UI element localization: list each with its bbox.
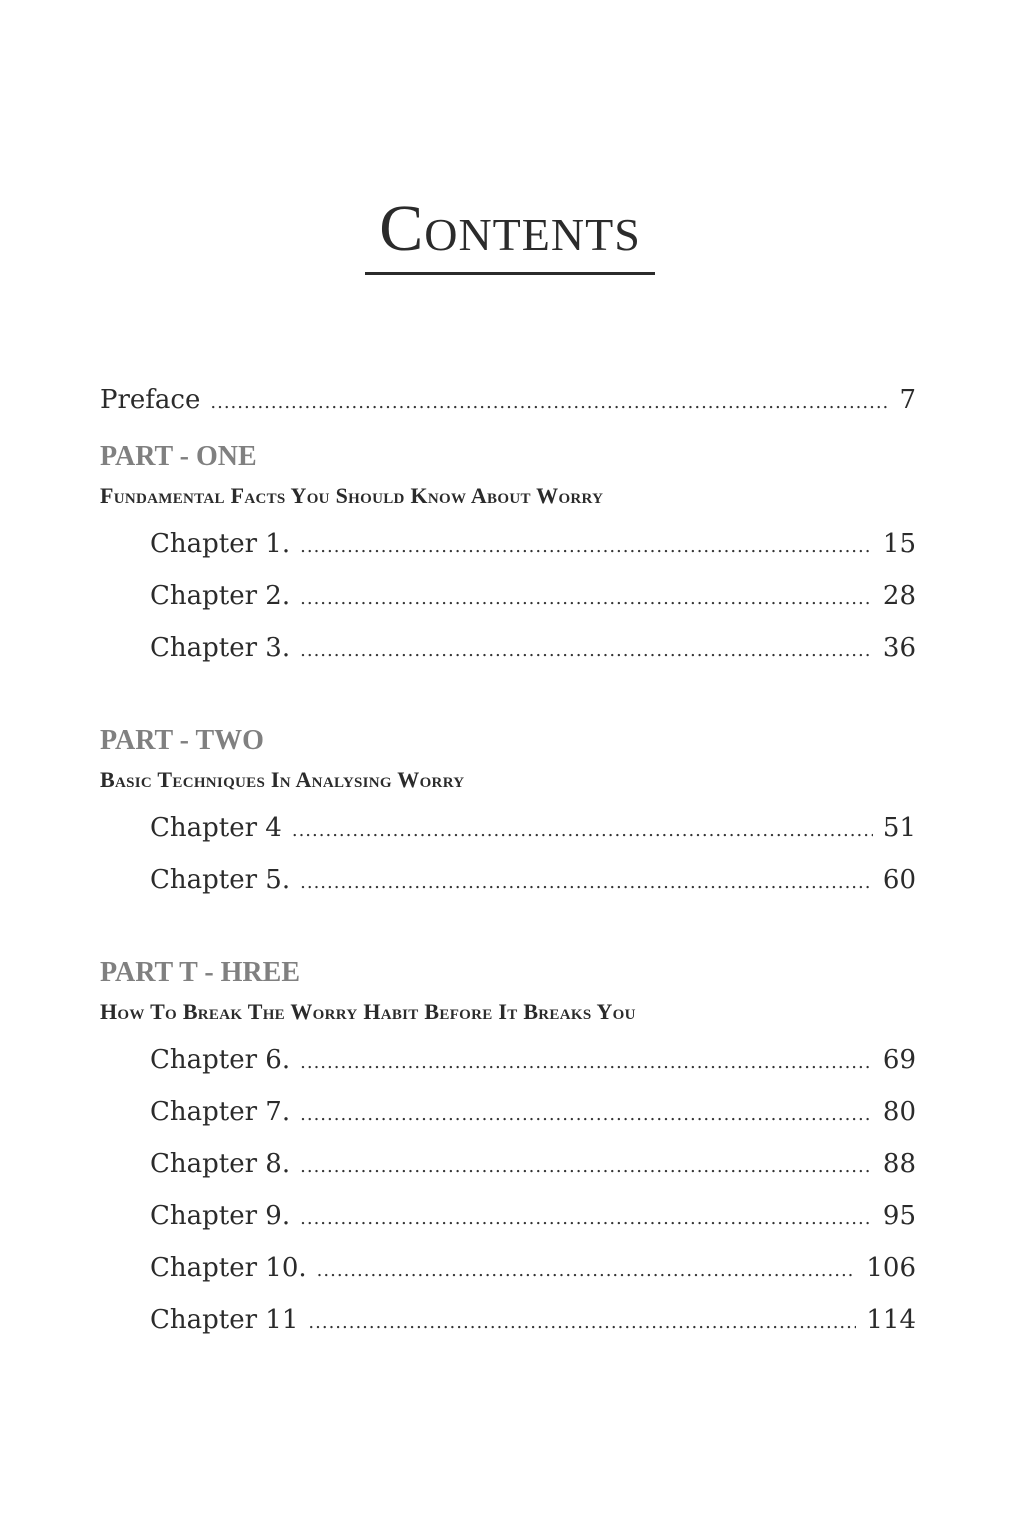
toc-entry-label: Chapter 4 <box>150 813 282 843</box>
toc-page-number: 51 <box>882 813 916 843</box>
part-heading: PART - ONE <box>100 441 257 472</box>
dot-leader <box>300 1141 873 1190</box>
toc-entry-label: Chapter 7. <box>150 1097 291 1127</box>
title-block <box>0 192 1020 275</box>
toc-entry-label: Chapter 5. <box>150 865 291 895</box>
toc-entry-label: Chapter 1. <box>150 529 291 559</box>
part-subtitle: Fundamental Facts You Should Know About Worry <box>100 483 604 508</box>
toc-entry-label: Chapter 3. <box>150 633 291 663</box>
part-heading: PART - TWO <box>100 725 264 756</box>
dot-leader <box>300 521 873 570</box>
toc-page-number: 69 <box>882 1045 916 1075</box>
toc-entry-label: Chapter 8. <box>150 1149 291 1179</box>
toc-page-number: 7 <box>899 385 916 415</box>
part-heading: PART T - HREE <box>100 957 300 988</box>
toc-page-number: 114 <box>866 1305 916 1335</box>
toc-entry-chapter-9[interactable] <box>100 1190 916 1242</box>
toc-page-number: 106 <box>866 1253 916 1283</box>
dot-leader <box>300 573 873 622</box>
dot-leader <box>317 1245 857 1294</box>
toc-entry-chapter-1[interactable] <box>100 518 916 570</box>
dot-leader <box>300 625 873 674</box>
toc-entry-chapter-7[interactable] <box>100 1086 916 1138</box>
toc-entry-label: Chapter 2. <box>150 581 291 611</box>
part-subtitle: How To Break The Worry Habit Before It Breaks You <box>100 999 636 1024</box>
toc-page-number: 15 <box>882 529 916 559</box>
dot-leader <box>292 805 873 854</box>
dot-leader <box>300 857 873 906</box>
section-gap <box>100 906 916 942</box>
toc-entry-chapter-5[interactable] <box>100 854 916 906</box>
toc-entry-label: Chapter 6. <box>150 1045 291 1075</box>
dot-leader <box>300 1193 873 1242</box>
toc-entry-label: Chapter 10. <box>150 1253 307 1283</box>
toc-page-number: 88 <box>882 1149 916 1179</box>
dot-leader <box>300 1037 873 1086</box>
toc-entry-chapter-2[interactable] <box>100 570 916 622</box>
dot-leader <box>308 1297 856 1346</box>
toc-page-number: 80 <box>882 1097 916 1127</box>
toc-page-number: 28 <box>882 581 916 611</box>
toc-entry-preface[interactable] <box>100 374 916 426</box>
dot-leader <box>300 1089 873 1138</box>
toc-page-number: 60 <box>882 865 916 895</box>
toc-entry-label: Chapter 11 <box>150 1305 299 1335</box>
toc-entry-chapter-4[interactable] <box>100 802 916 854</box>
toc-entry-chapter-3[interactable] <box>100 622 916 674</box>
toc-entry-chapter-11[interactable] <box>100 1294 916 1346</box>
toc-entry-chapter-10[interactable] <box>100 1242 916 1294</box>
toc-entry-label: Chapter 9. <box>150 1201 291 1231</box>
toc-entry-label: Preface <box>100 385 201 415</box>
section-gap <box>100 674 916 710</box>
part-subtitle: Basic Techniques In Analysing Worry <box>100 767 465 792</box>
table-of-contents <box>100 374 916 1346</box>
toc-page-number: 36 <box>882 633 916 663</box>
toc-entry-chapter-8[interactable] <box>100 1138 916 1190</box>
dot-leader <box>210 377 889 426</box>
toc-entry-chapter-6[interactable] <box>100 1034 916 1086</box>
page-title: Contents <box>365 196 655 275</box>
toc-page-number: 95 <box>882 1201 916 1231</box>
